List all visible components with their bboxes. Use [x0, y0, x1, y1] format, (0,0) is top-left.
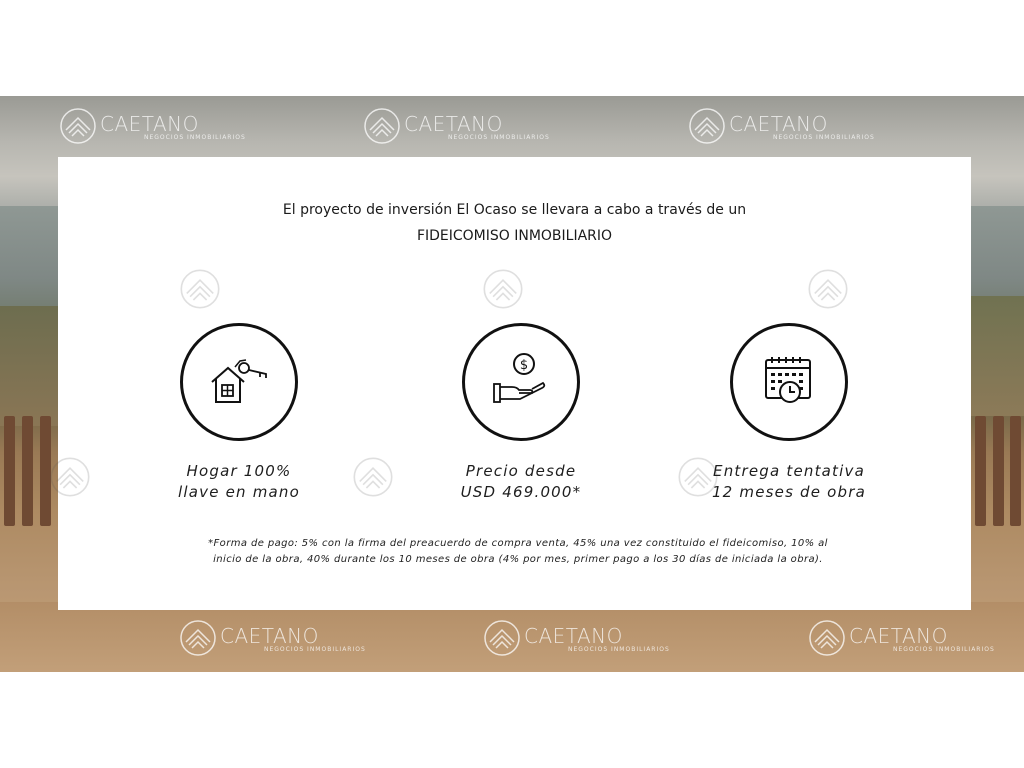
caetano-logo-icon: [58, 106, 98, 146]
faint-logo-icon: [351, 455, 395, 499]
watermark-logo: [178, 618, 366, 658]
caetano-logo-icon: [687, 106, 727, 146]
feature-home: [139, 323, 339, 503]
money-hand-icon: [486, 352, 556, 412]
footnote-line: *Forma de pago: 5% con la firma del preacuerdo de compra venta, 45% una vez constituido el fideicomiso, 10% al: [208, 538, 828, 549]
info-card: [58, 157, 971, 610]
watermark-subtitle: NEGOCIOS INMOBILIARIOS: [893, 645, 995, 653]
faint-logo-icon: [806, 267, 850, 311]
watermark-brand: CAETANO: [100, 111, 199, 136]
dune-grass-right: [964, 296, 1024, 416]
feature-price: [421, 323, 621, 503]
watermark-subtitle: NEGOCIOS INMOBILIARIOS: [144, 133, 246, 141]
feature-label: [421, 461, 621, 503]
caetano-logo-icon: [482, 618, 522, 658]
caetano-logo-icon: [178, 618, 218, 658]
feature-circle: [462, 323, 580, 441]
watermark-brand: CAETANO: [220, 623, 319, 648]
calendar-clock-icon: [754, 352, 824, 412]
caetano-logo-icon: [362, 106, 402, 146]
faint-logo-icon: [48, 455, 92, 499]
headline-line-1: El proyecto de inversión El Ocaso se llevara a cabo a través de un: [282, 202, 747, 218]
svg-text:$: $: [519, 358, 529, 373]
feature-label-line: llave en mano: [178, 483, 300, 501]
payment-footnote: [178, 536, 858, 568]
feature-circle: [730, 323, 848, 441]
headline-line-2: FIDEICOMISO INMOBILIARIO: [416, 228, 613, 244]
feature-delivery: [689, 323, 889, 503]
watermark-logo: [362, 106, 550, 146]
watermark-brand: CAETANO: [524, 623, 623, 648]
house-keys-icon: [204, 352, 274, 412]
feature-circle: [180, 323, 298, 441]
feature-label: [689, 461, 889, 503]
watermark-subtitle: NEGOCIOS INMOBILIARIOS: [448, 133, 550, 141]
feature-label-line: 12 meses de obra: [711, 483, 867, 501]
fence-post: [4, 416, 15, 526]
faint-logo-icon: [178, 267, 222, 311]
watermark-logo: [687, 106, 875, 146]
watermark-logo: [482, 618, 670, 658]
watermark-logo: [807, 618, 995, 658]
feature-label-line: Hogar 100%: [186, 462, 292, 480]
feature-label-line: USD 469.000*: [460, 483, 582, 501]
feature-label: [139, 461, 339, 503]
watermark-brand: CAETANO: [729, 111, 828, 136]
caetano-logo-icon: [807, 618, 847, 658]
faint-logo-icon: [481, 267, 525, 311]
watermark-brand: CAETANO: [849, 623, 948, 648]
fence-post: [1010, 416, 1021, 526]
feature-label-line: Entrega tentativa: [713, 462, 865, 480]
feature-label-line: Precio desde: [465, 462, 577, 480]
watermark-subtitle: NEGOCIOS INMOBILIARIOS: [264, 645, 366, 653]
watermark-subtitle: NEGOCIOS INMOBILIARIOS: [568, 645, 670, 653]
footnote-line: inicio de la obra, 40% durante los 10 meses de obra (4% por mes, primer pago a los 30 días de iniciada la obra).: [213, 554, 823, 565]
watermark-brand: CAETANO: [404, 111, 503, 136]
watermark-subtitle: NEGOCIOS INMOBILIARIOS: [773, 133, 875, 141]
watermark-logo: [58, 106, 246, 146]
fence-post: [993, 416, 1004, 526]
fence-post: [975, 416, 986, 526]
fence-post: [22, 416, 33, 526]
